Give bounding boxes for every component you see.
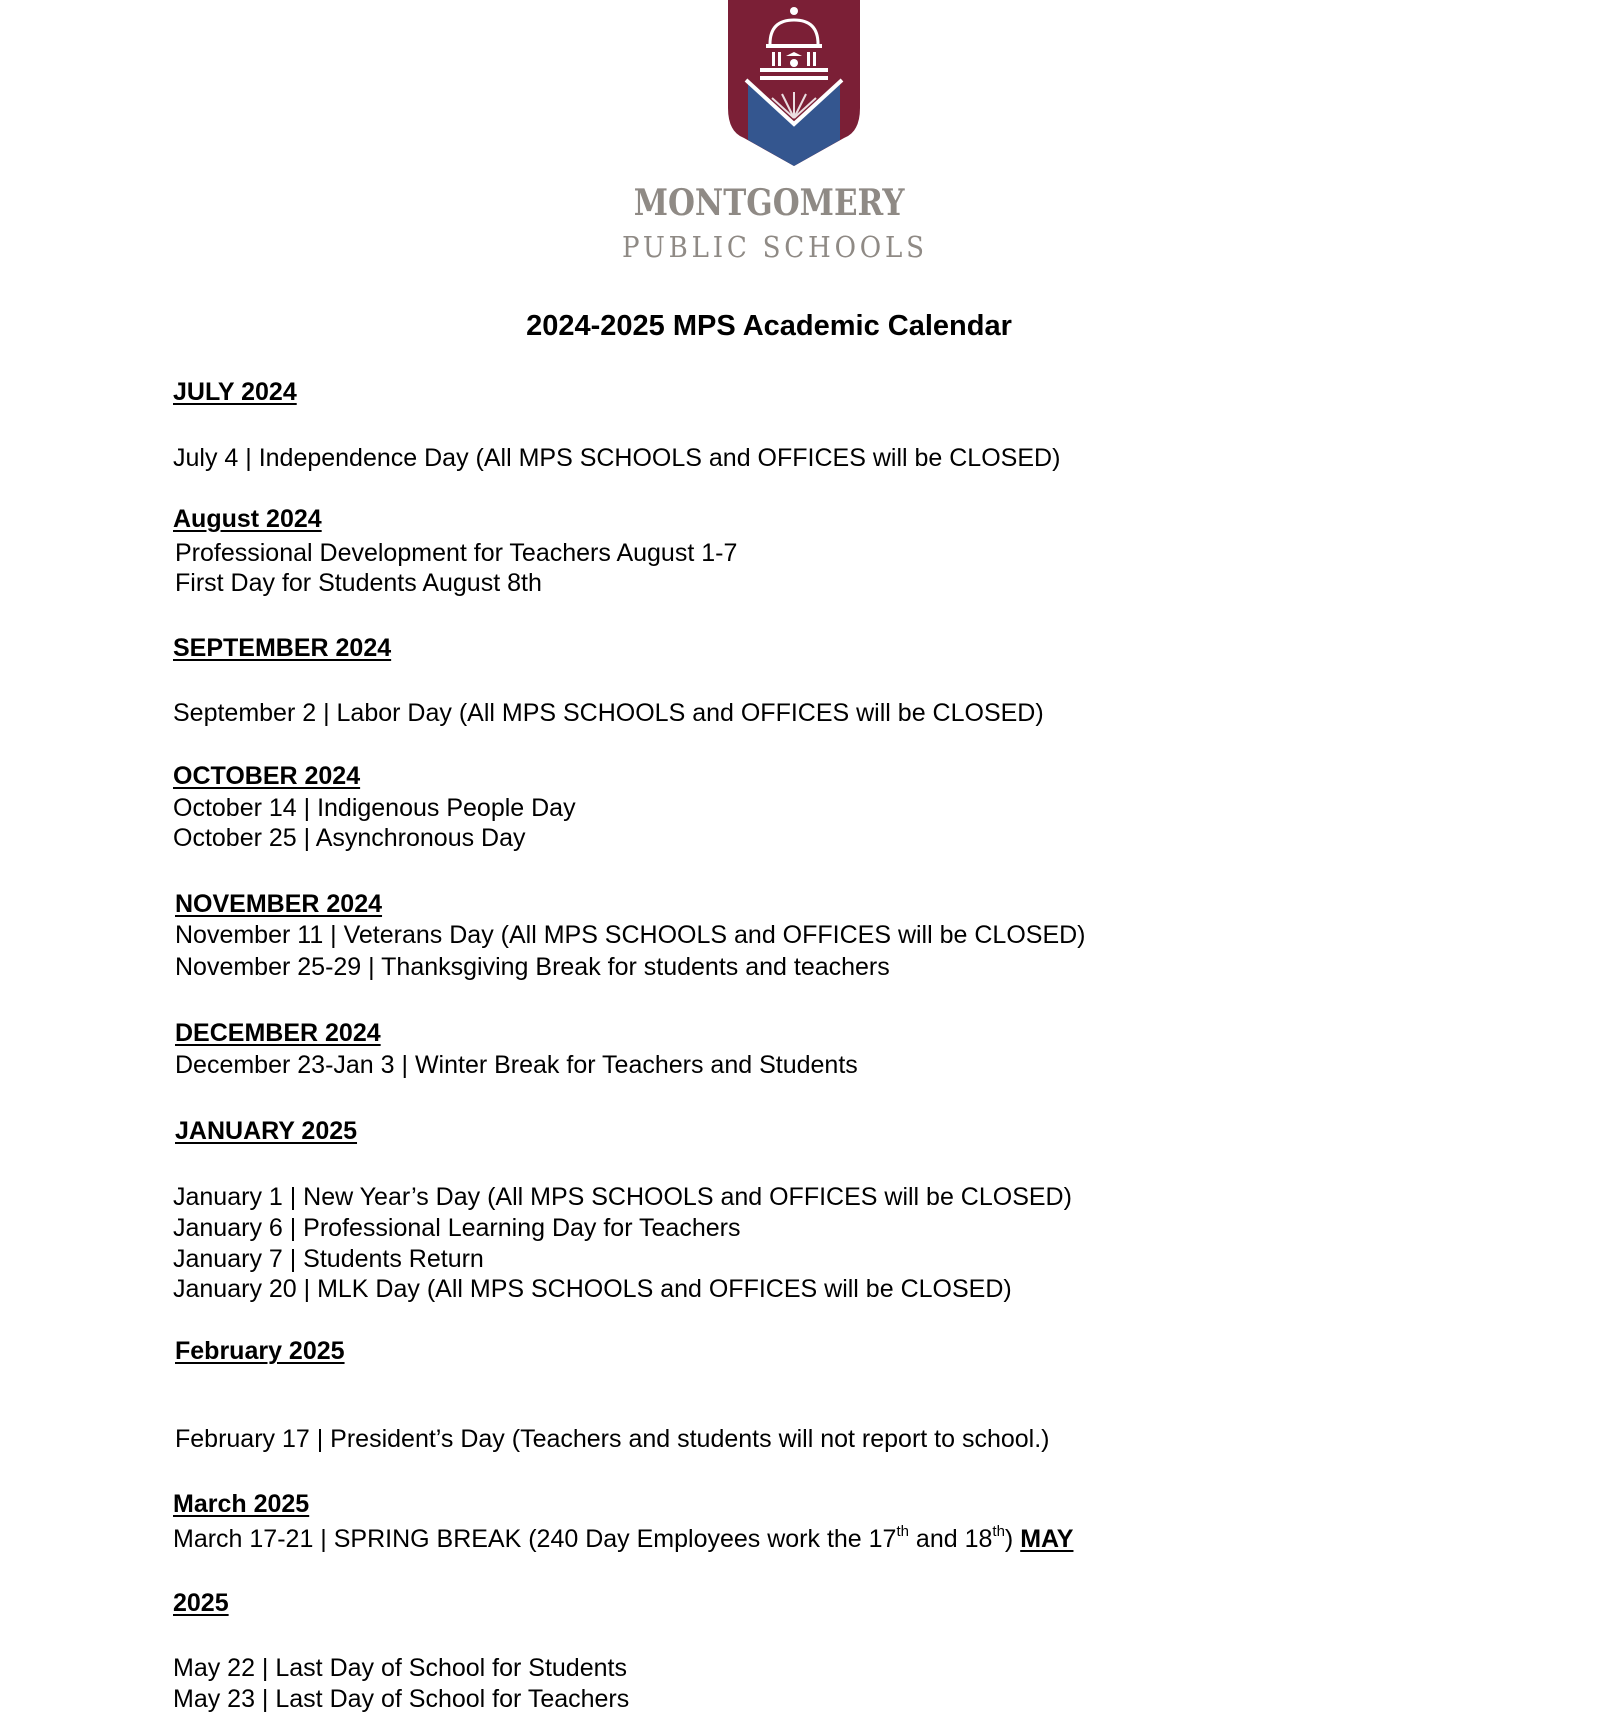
section-heading-august: August 2024 — [173, 505, 322, 533]
logo-wordmark-line2: PUBLIC SCHOOLS — [622, 230, 928, 264]
section-heading-october: OCTOBER 2024 — [173, 762, 361, 790]
spring-break-text-2: and 18 — [908, 1525, 993, 1553]
page-title: 2024-2025 MPS Academic Calendar — [526, 310, 1012, 342]
section-heading-january: JANUARY 2025 — [175, 1117, 358, 1145]
section-heading-february: February 2025 — [175, 1337, 345, 1365]
section-heading-september: SEPTEMBER 2024 — [173, 634, 392, 662]
mps-shield-icon — [726, 0, 862, 168]
calendar-item: February 17 | President’s Day (Teachers and students will not report to school.) — [175, 1425, 1050, 1453]
calendar-item-spring-break — [173, 1523, 1074, 1553]
section-heading-december: DECEMBER 2024 — [175, 1019, 381, 1047]
mps-shield-logo — [726, 0, 862, 168]
spring-break-text-3: ) — [1004, 1525, 1021, 1553]
logo-wordmark-line1: MONTGOMERY — [633, 182, 905, 224]
calendar-item: Professional Development for Teachers August 1-7 — [175, 539, 738, 567]
calendar-item: January 1 | New Year’s Day (All MPS SCHOOLS and OFFICES will be CLOSED) — [173, 1183, 1072, 1211]
calendar-item: January 6 | Professional Learning Day for Teachers — [173, 1214, 741, 1242]
calendar-item: November 11 | Veterans Day (All MPS SCHOOLS and OFFICES will be CLOSED) — [175, 921, 1086, 949]
section-heading-may-part1: MAY — [1020, 1525, 1074, 1553]
calendar-item: November 25-29 | Thanksgiving Break for students and teachers — [175, 953, 890, 981]
calendar-item: December 23-Jan 3 | Winter Break for Teachers and Students — [175, 1051, 858, 1079]
section-heading-march: March 2025 — [173, 1490, 310, 1518]
calendar-item: October 25 | Asynchronous Day — [173, 824, 526, 852]
calendar-item: January 7 | Students Return — [173, 1245, 484, 1273]
ordinal-suffix: th — [992, 1523, 1005, 1540]
ordinal-suffix: th — [896, 1523, 909, 1540]
calendar-item: First Day for Students August 8th — [175, 569, 542, 597]
calendar-item: September 2 | Labor Day (All MPS SCHOOLS and OFFICES will be CLOSED) — [173, 699, 1044, 727]
section-heading-july: JULY 2024 — [173, 378, 297, 406]
calendar-item: July 4 | Independence Day (All MPS SCHOOLS and OFFICES will be CLOSED) — [173, 444, 1061, 472]
calendar-item: January 20 | MLK Day (All MPS SCHOOLS and OFFICES will be CLOSED) — [173, 1275, 1012, 1303]
section-heading-may: 2025 — [173, 1589, 229, 1617]
section-heading-november: NOVEMBER 2024 — [175, 890, 383, 918]
calendar-item: October 14 | Indigenous People Day — [173, 794, 576, 822]
calendar-item: May 23 | Last Day of School for Teachers — [173, 1685, 630, 1713]
spring-break-text: March 17-21 | SPRING BREAK (240 Day Employees work the 17 — [173, 1525, 897, 1553]
calendar-item: May 22 | Last Day of School for Students — [173, 1654, 627, 1682]
